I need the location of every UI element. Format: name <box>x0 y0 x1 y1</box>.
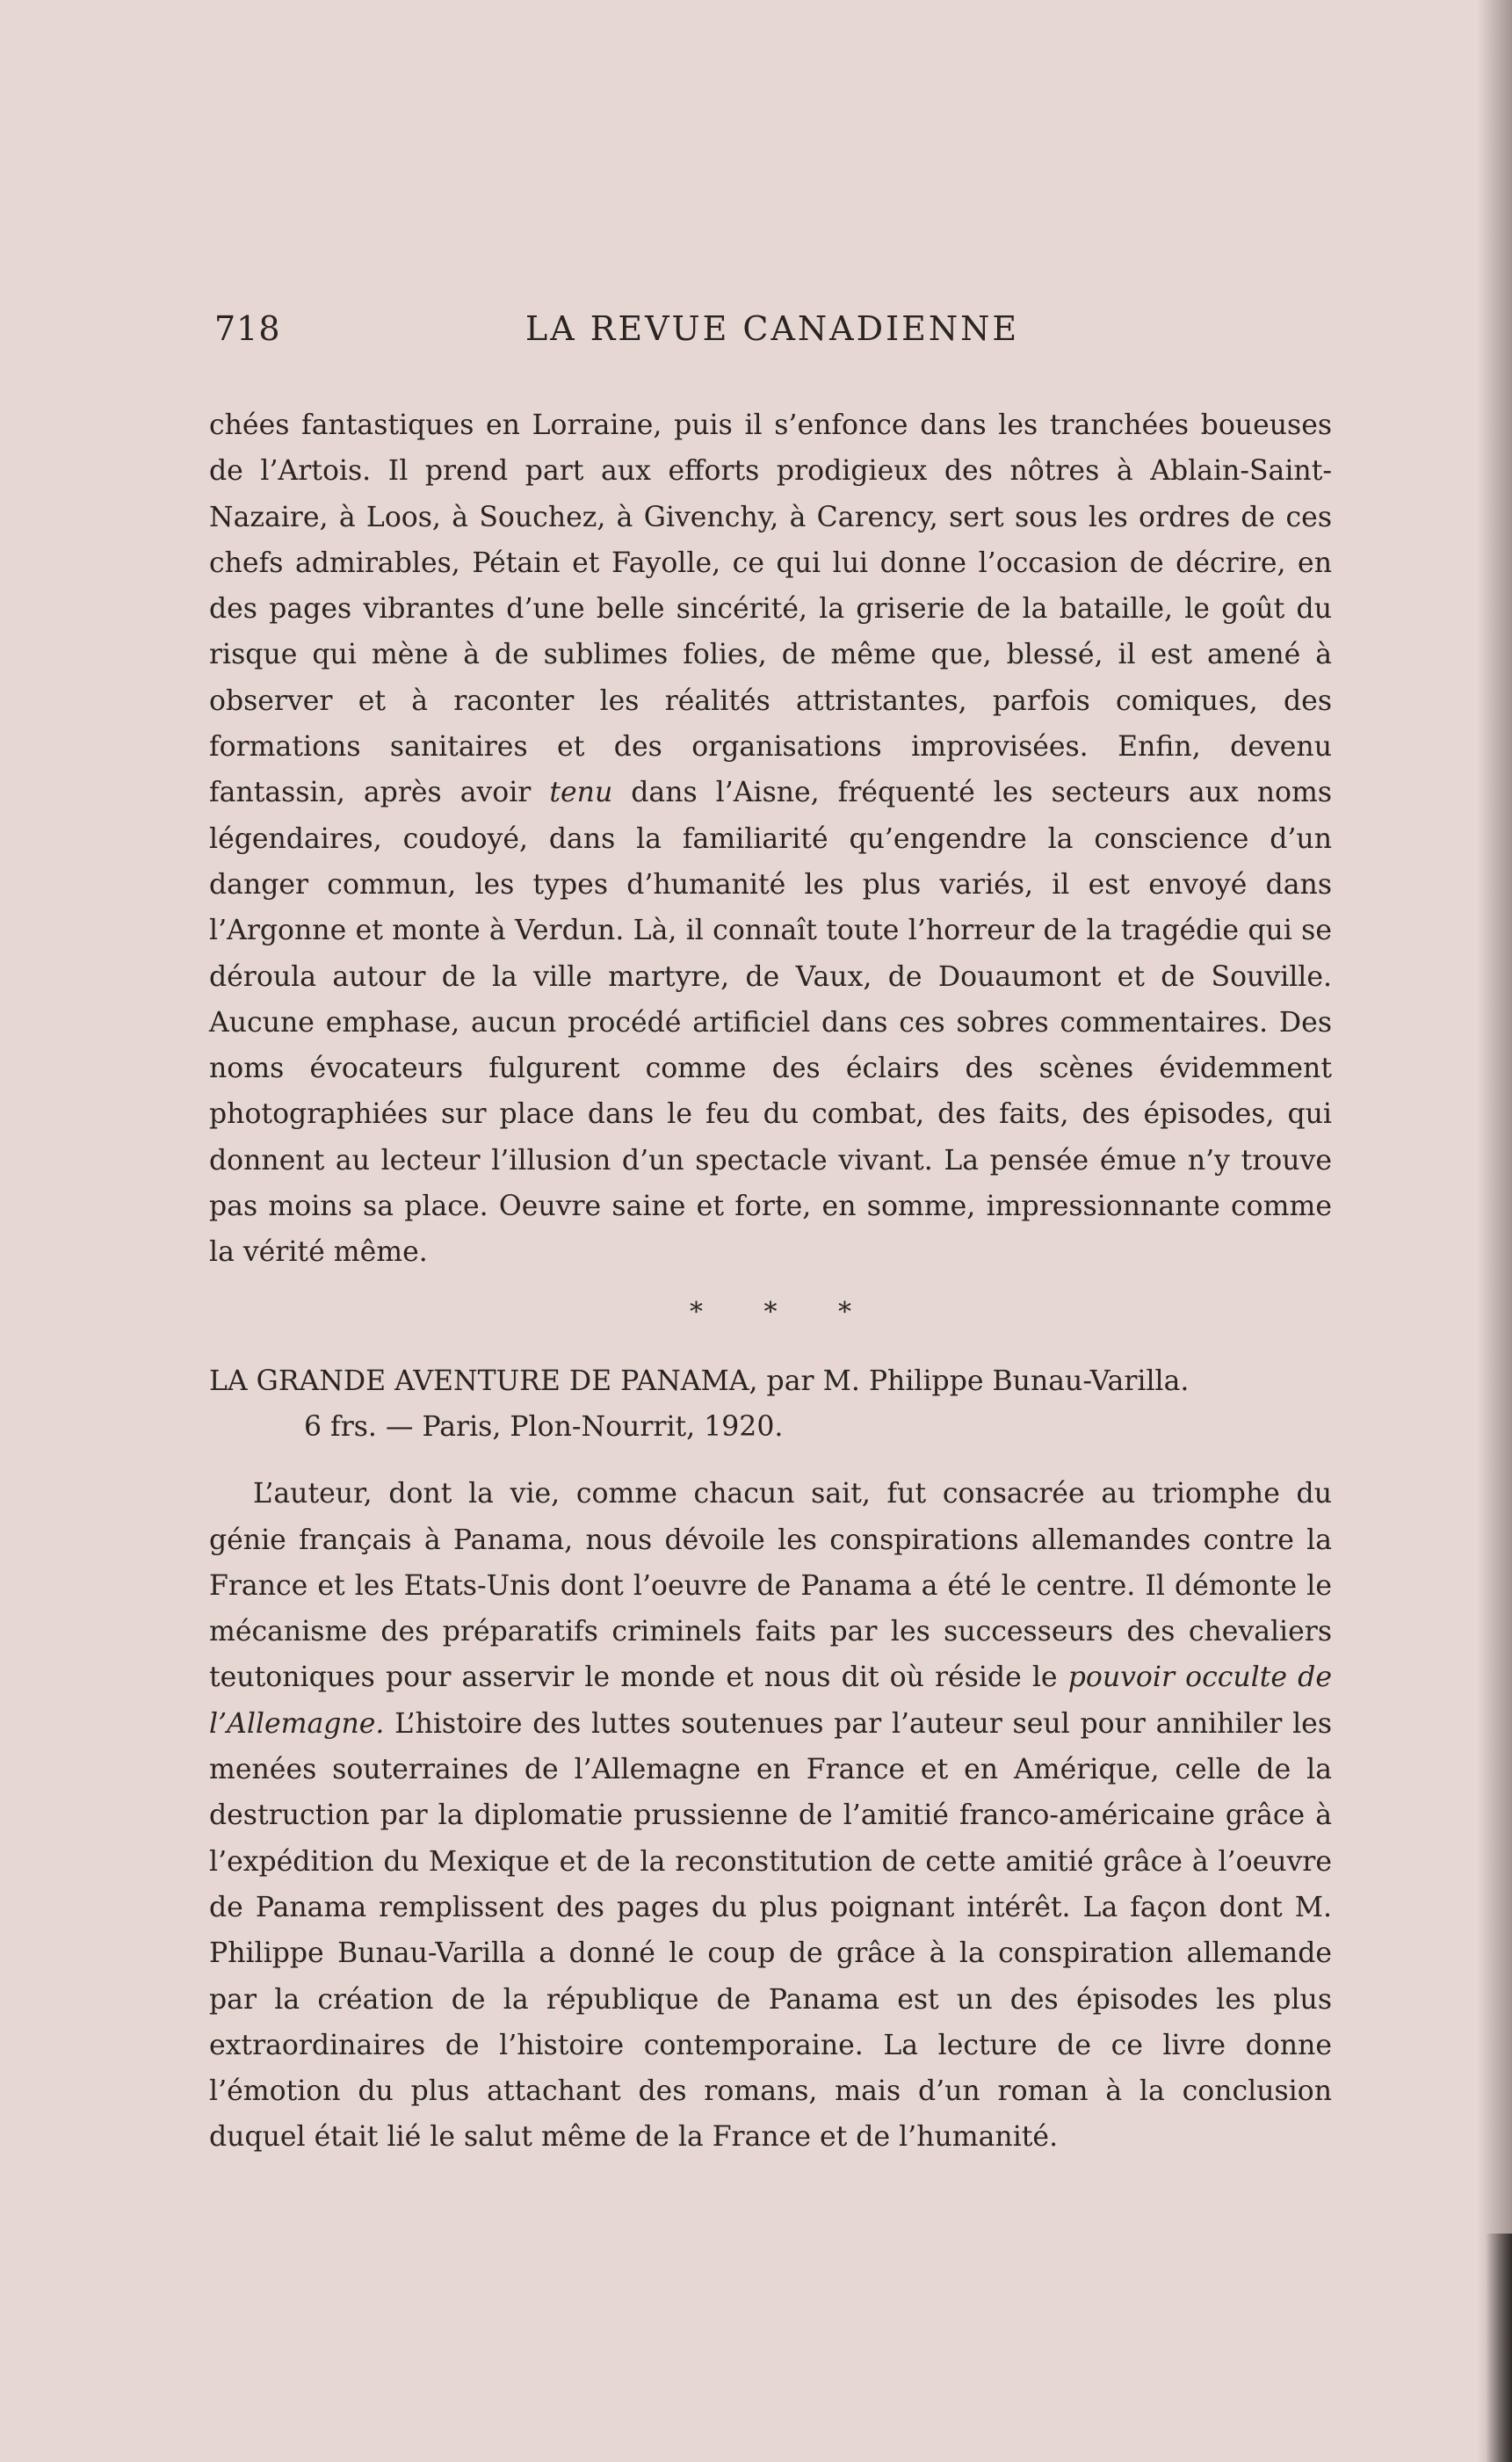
review-paragraph-continued <box>209 402 1332 1276</box>
page-number: 718 <box>214 309 281 348</box>
review1-text: chées fantastiques en Lorraine, puis il s’enfonce dans les tranchées boueuses de l’Artois. Il prend part aux efforts prodigieux des nôtres à Ablain-Saint-Nazaire, à Loos, à Souchez, à Givenchy, à Carency, sert sous les ordres de ces chefs admirables, Pétain et Fayolle, ce qui lui donne l’occasion de décrire, en des pages vibrantes d’une belle sincérité, la griserie de la bataille, le goût du risque qui mène à de sublimes folies, de même que, blessé, il est amené à observer et à raconter les réalités attristantes, parfois comiques, des formations sanitaires et des organisations improvisées. Enfin, devenu fantassin, après avoir <box>209 409 1332 809</box>
review1-text-after: dans l’Aisne, fréquenté les secteurs aux noms légendaires, coudoyé, dans la familiarité qu’engendre la conscience d’un danger commun, les types d’humanité les plus variés, il est envoyé dans l’Argonne et monte à Verdun. Là, il connaît toute l’horreur de la tragédie qui se déroula autour de la ville martyre, de Vaux, de Douaumont et de Souville. Aucune emphase, aucun procédé artificiel dans ces sobres commentaires. Des noms évocateurs fulgurent comme des éclairs des scènes évidemment photographiées sur place dans le feu du combat, des faits, des épisodes, qui donnent au lecteur l’illusion d’un spectacle vivant. La pensée émue n’y trouve pas moins sa place. Oeuvre saine et forte, en somme, impressionnante comme la vérité même. <box>209 777 1332 1269</box>
page-edge-shadow <box>1477 0 1512 2462</box>
review2-italic: pouvoir occulte de l’Allemagne. <box>209 1662 1332 1740</box>
page-body <box>209 402 1332 2161</box>
running-title: LA REVUE CANADIENNE <box>525 309 1020 348</box>
review2-text-after: L’histoire des luttes soutenues par l’auteur seul pour annihiler les menées souterraines de l’Allemagne en France et en Amérique, celle de la destruction par la diplomatie prussienne de l’amitié franco-américaine grâce à l’expédition du Mexique et de la reconstitution de cette amitié grâce à l’oeuvre de Panama remplissent des pages du plus poignant intérêt. La façon dont M. Philippe Bunau-Varilla a donné le coup de grâce à la conspiration allemande par la création de la république de Panama est un des épisodes les plus extraordinaires de l’histoire contemporaine. La lecture de ce livre donne l’émotion du plus attachant des romans, mais d’un roman à la conclusion duquel était lié le salut même de la France et de l’humanité. <box>209 1707 1332 2154</box>
review2-text-before: L’auteur, dont la vie, comme chacun sait, fut consacrée au triomphe du génie français à Panama, nous dévoile les conspirations allemandes contre la France et les Etats-Unis dont l’oeuvre de Panama a été le centre. Il démonte le mécanisme des préparatifs criminels faits par les successeurs des chevaliers teutoniques pour asservir le monde et nous dit où réside le <box>209 1478 1332 1694</box>
review-paragraph <box>209 1471 1332 2160</box>
page-header <box>209 309 1334 353</box>
section-separator: * * * <box>689 1296 879 1328</box>
book-title-line: LA GRANDE AVENTURE DE PANAMA, par M. Philippe Bunau-Varilla. <box>209 1365 1190 1397</box>
book-details-line: 6 frs. — Paris, Plon-Nourrit, 1920. <box>304 1410 784 1443</box>
review1-italic: tenu <box>549 777 613 809</box>
page-edge-shadow-bottom <box>1486 2234 1512 2462</box>
